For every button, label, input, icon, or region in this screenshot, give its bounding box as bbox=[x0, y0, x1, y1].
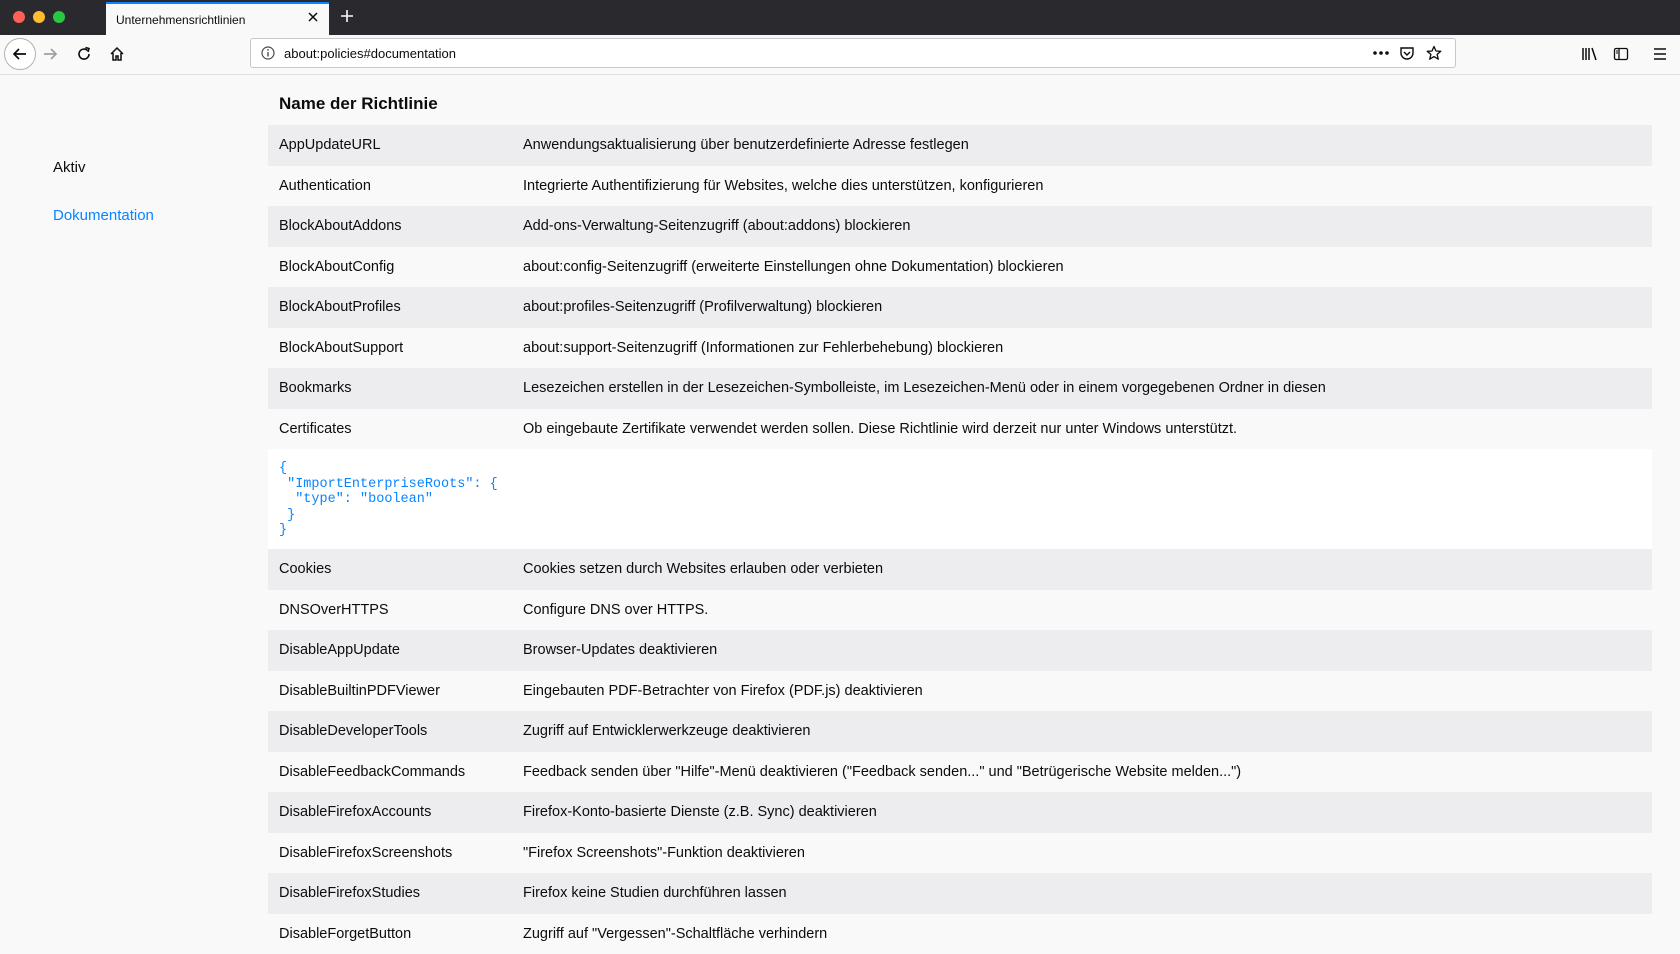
reload-button[interactable] bbox=[70, 40, 98, 68]
policy-name: Cookies bbox=[279, 561, 331, 577]
policy-row[interactable] bbox=[268, 752, 1652, 793]
code-line: } bbox=[279, 508, 295, 524]
policy-description: Browser-Updates deaktivieren bbox=[523, 642, 717, 658]
policy-row[interactable] bbox=[268, 247, 1652, 288]
close-tab-icon[interactable] bbox=[303, 9, 323, 29]
library-icon bbox=[1581, 46, 1599, 62]
policy-description: Ob eingebaute Zertifikate verwendet werden sollen. Diese Richtlinie wird derzeit nur unter Windows unterstützt. bbox=[523, 421, 1237, 437]
new-tab-button[interactable] bbox=[334, 4, 360, 30]
policy-name: DisableForgetButton bbox=[279, 926, 411, 942]
sidebar-item-aktiv[interactable]: Aktiv bbox=[53, 159, 86, 176]
policy-name: DisableBuiltinPDFViewer bbox=[279, 683, 440, 699]
policy-description: Zugriff auf Entwicklerwerkzeuge deaktivieren bbox=[523, 723, 810, 739]
plus-icon bbox=[339, 8, 355, 24]
policy-name: Certificates bbox=[279, 421, 352, 437]
sidebar-item-dokumentation[interactable]: Dokumentation bbox=[53, 207, 154, 224]
policy-row[interactable] bbox=[268, 590, 1652, 631]
menu-button[interactable] bbox=[1646, 40, 1674, 68]
policy-description: Integrierte Authentifizierung für Websites, welche dies unterstützen, konfigurieren bbox=[523, 178, 1043, 194]
policy-row[interactable] bbox=[268, 125, 1652, 166]
zoom-window-button[interactable] bbox=[53, 11, 65, 23]
arrow-right-icon bbox=[41, 45, 59, 63]
policy-name: DisableFeedbackCommands bbox=[279, 764, 465, 780]
pocket-icon[interactable] bbox=[1396, 43, 1418, 63]
policy-description: Anwendungsaktualisierung über benutzerdefinierte Adresse festlegen bbox=[523, 137, 969, 153]
bookmark-star-icon[interactable] bbox=[1423, 43, 1445, 63]
navigation-toolbar bbox=[0, 35, 1680, 75]
policy-name: BlockAboutProfiles bbox=[279, 299, 401, 315]
policy-row[interactable] bbox=[268, 833, 1652, 874]
policy-description: Firefox keine Studien durchführen lassen bbox=[523, 885, 787, 901]
sidebar-icon bbox=[1613, 46, 1629, 62]
policy-description: Add-ons-Verwaltung-Seitenzugriff (about:addons) blockieren bbox=[523, 218, 910, 234]
policy-row[interactable] bbox=[268, 206, 1652, 247]
policy-description: Feedback senden über "Hilfe"-Menü deaktivieren ("Feedback senden..." und "Betrügerische Website melden...") bbox=[523, 764, 1241, 780]
close-window-button[interactable] bbox=[13, 11, 25, 23]
library-button[interactable] bbox=[1576, 40, 1604, 68]
policy-name: BlockAboutSupport bbox=[279, 340, 403, 356]
hamburger-menu-icon bbox=[1652, 47, 1668, 61]
sidebar-toggle-button[interactable] bbox=[1607, 40, 1635, 68]
tab-bar bbox=[0, 0, 1680, 35]
page-actions-icon[interactable] bbox=[1370, 43, 1392, 63]
policy-description: Zugriff auf "Vergessen"-Schaltfläche verhindern bbox=[523, 926, 827, 942]
policy-row[interactable] bbox=[268, 792, 1652, 833]
back-button[interactable] bbox=[4, 38, 36, 70]
home-button[interactable] bbox=[103, 40, 131, 68]
policy-row[interactable] bbox=[268, 166, 1652, 207]
policy-name: Bookmarks bbox=[279, 380, 352, 396]
policy-description: about:profiles-Seitenzugriff (Profilverwaltung) blockieren bbox=[523, 299, 882, 315]
policy-row[interactable] bbox=[268, 630, 1652, 671]
code-line: } bbox=[279, 523, 287, 539]
policy-name: BlockAboutAddons bbox=[279, 218, 402, 234]
forward-button[interactable] bbox=[36, 40, 64, 68]
url-text[interactable]: about:policies#documentation bbox=[284, 46, 456, 61]
policy-row[interactable] bbox=[268, 711, 1652, 752]
policy-name: DisableFirefoxStudies bbox=[279, 885, 420, 901]
policies-sidebar bbox=[0, 75, 268, 948]
policy-description: Configure DNS over HTTPS. bbox=[523, 602, 708, 618]
code-line: "type": "boolean" bbox=[279, 492, 433, 508]
arrow-left-icon bbox=[11, 45, 29, 63]
tab-title: Unternehmensrichtlinien bbox=[116, 13, 245, 27]
code-line: "ImportEnterpriseRoots": { bbox=[279, 477, 498, 493]
policy-name: DisableFirefoxAccounts bbox=[279, 804, 431, 820]
policy-description: Cookies setzen durch Websites erlauben oder verbieten bbox=[523, 561, 883, 577]
policy-description: about:config-Seitenzugriff (erweiterte Einstellungen ohne Dokumentation) blockieren bbox=[523, 259, 1064, 275]
active-tab[interactable] bbox=[106, 2, 329, 35]
policy-name: BlockAboutConfig bbox=[279, 259, 394, 275]
policy-schema-code bbox=[268, 449, 1652, 549]
policy-description: Firefox-Konto-basierte Dienste (z.B. Sync) deaktivieren bbox=[523, 804, 877, 820]
policy-row[interactable] bbox=[268, 873, 1652, 914]
code-line: { bbox=[279, 461, 287, 477]
minimize-window-button[interactable] bbox=[33, 11, 45, 23]
policies-table bbox=[268, 125, 1652, 954]
policy-row[interactable] bbox=[268, 287, 1652, 328]
home-icon bbox=[109, 46, 125, 62]
policy-name: DisableAppUpdate bbox=[279, 642, 400, 658]
policy-name: AppUpdateURL bbox=[279, 137, 381, 153]
policy-row[interactable] bbox=[268, 368, 1652, 409]
info-icon[interactable] bbox=[260, 45, 276, 61]
policy-description: Eingebauten PDF-Betrachter von Firefox (PDF.js) deaktivieren bbox=[523, 683, 923, 699]
policy-name: Authentication bbox=[279, 178, 371, 194]
policy-row[interactable] bbox=[268, 671, 1652, 712]
policy-description: "Firefox Screenshots"-Funktion deaktivieren bbox=[523, 845, 805, 861]
policy-description: Lesezeichen erstellen in der Lesezeichen-Symbolleiste, im Lesezeichen-Menü oder in einem vorgegebenen Ordner in diesen bbox=[523, 380, 1326, 396]
policy-name: DNSOverHTTPS bbox=[279, 602, 389, 618]
policy-description: about:support-Seitenzugriff (Informationen zur Fehlerbehebung) blockieren bbox=[523, 340, 1003, 356]
policy-row[interactable] bbox=[268, 549, 1652, 590]
policy-row[interactable] bbox=[268, 409, 1652, 450]
policy-name: DisableDeveloperTools bbox=[279, 723, 427, 739]
policy-row[interactable] bbox=[268, 328, 1652, 369]
url-bar[interactable] bbox=[250, 38, 1456, 68]
reload-icon bbox=[76, 46, 92, 62]
policy-name: DisableFirefoxScreenshots bbox=[279, 845, 452, 861]
page-heading: Name der Richtlinie bbox=[279, 94, 438, 114]
